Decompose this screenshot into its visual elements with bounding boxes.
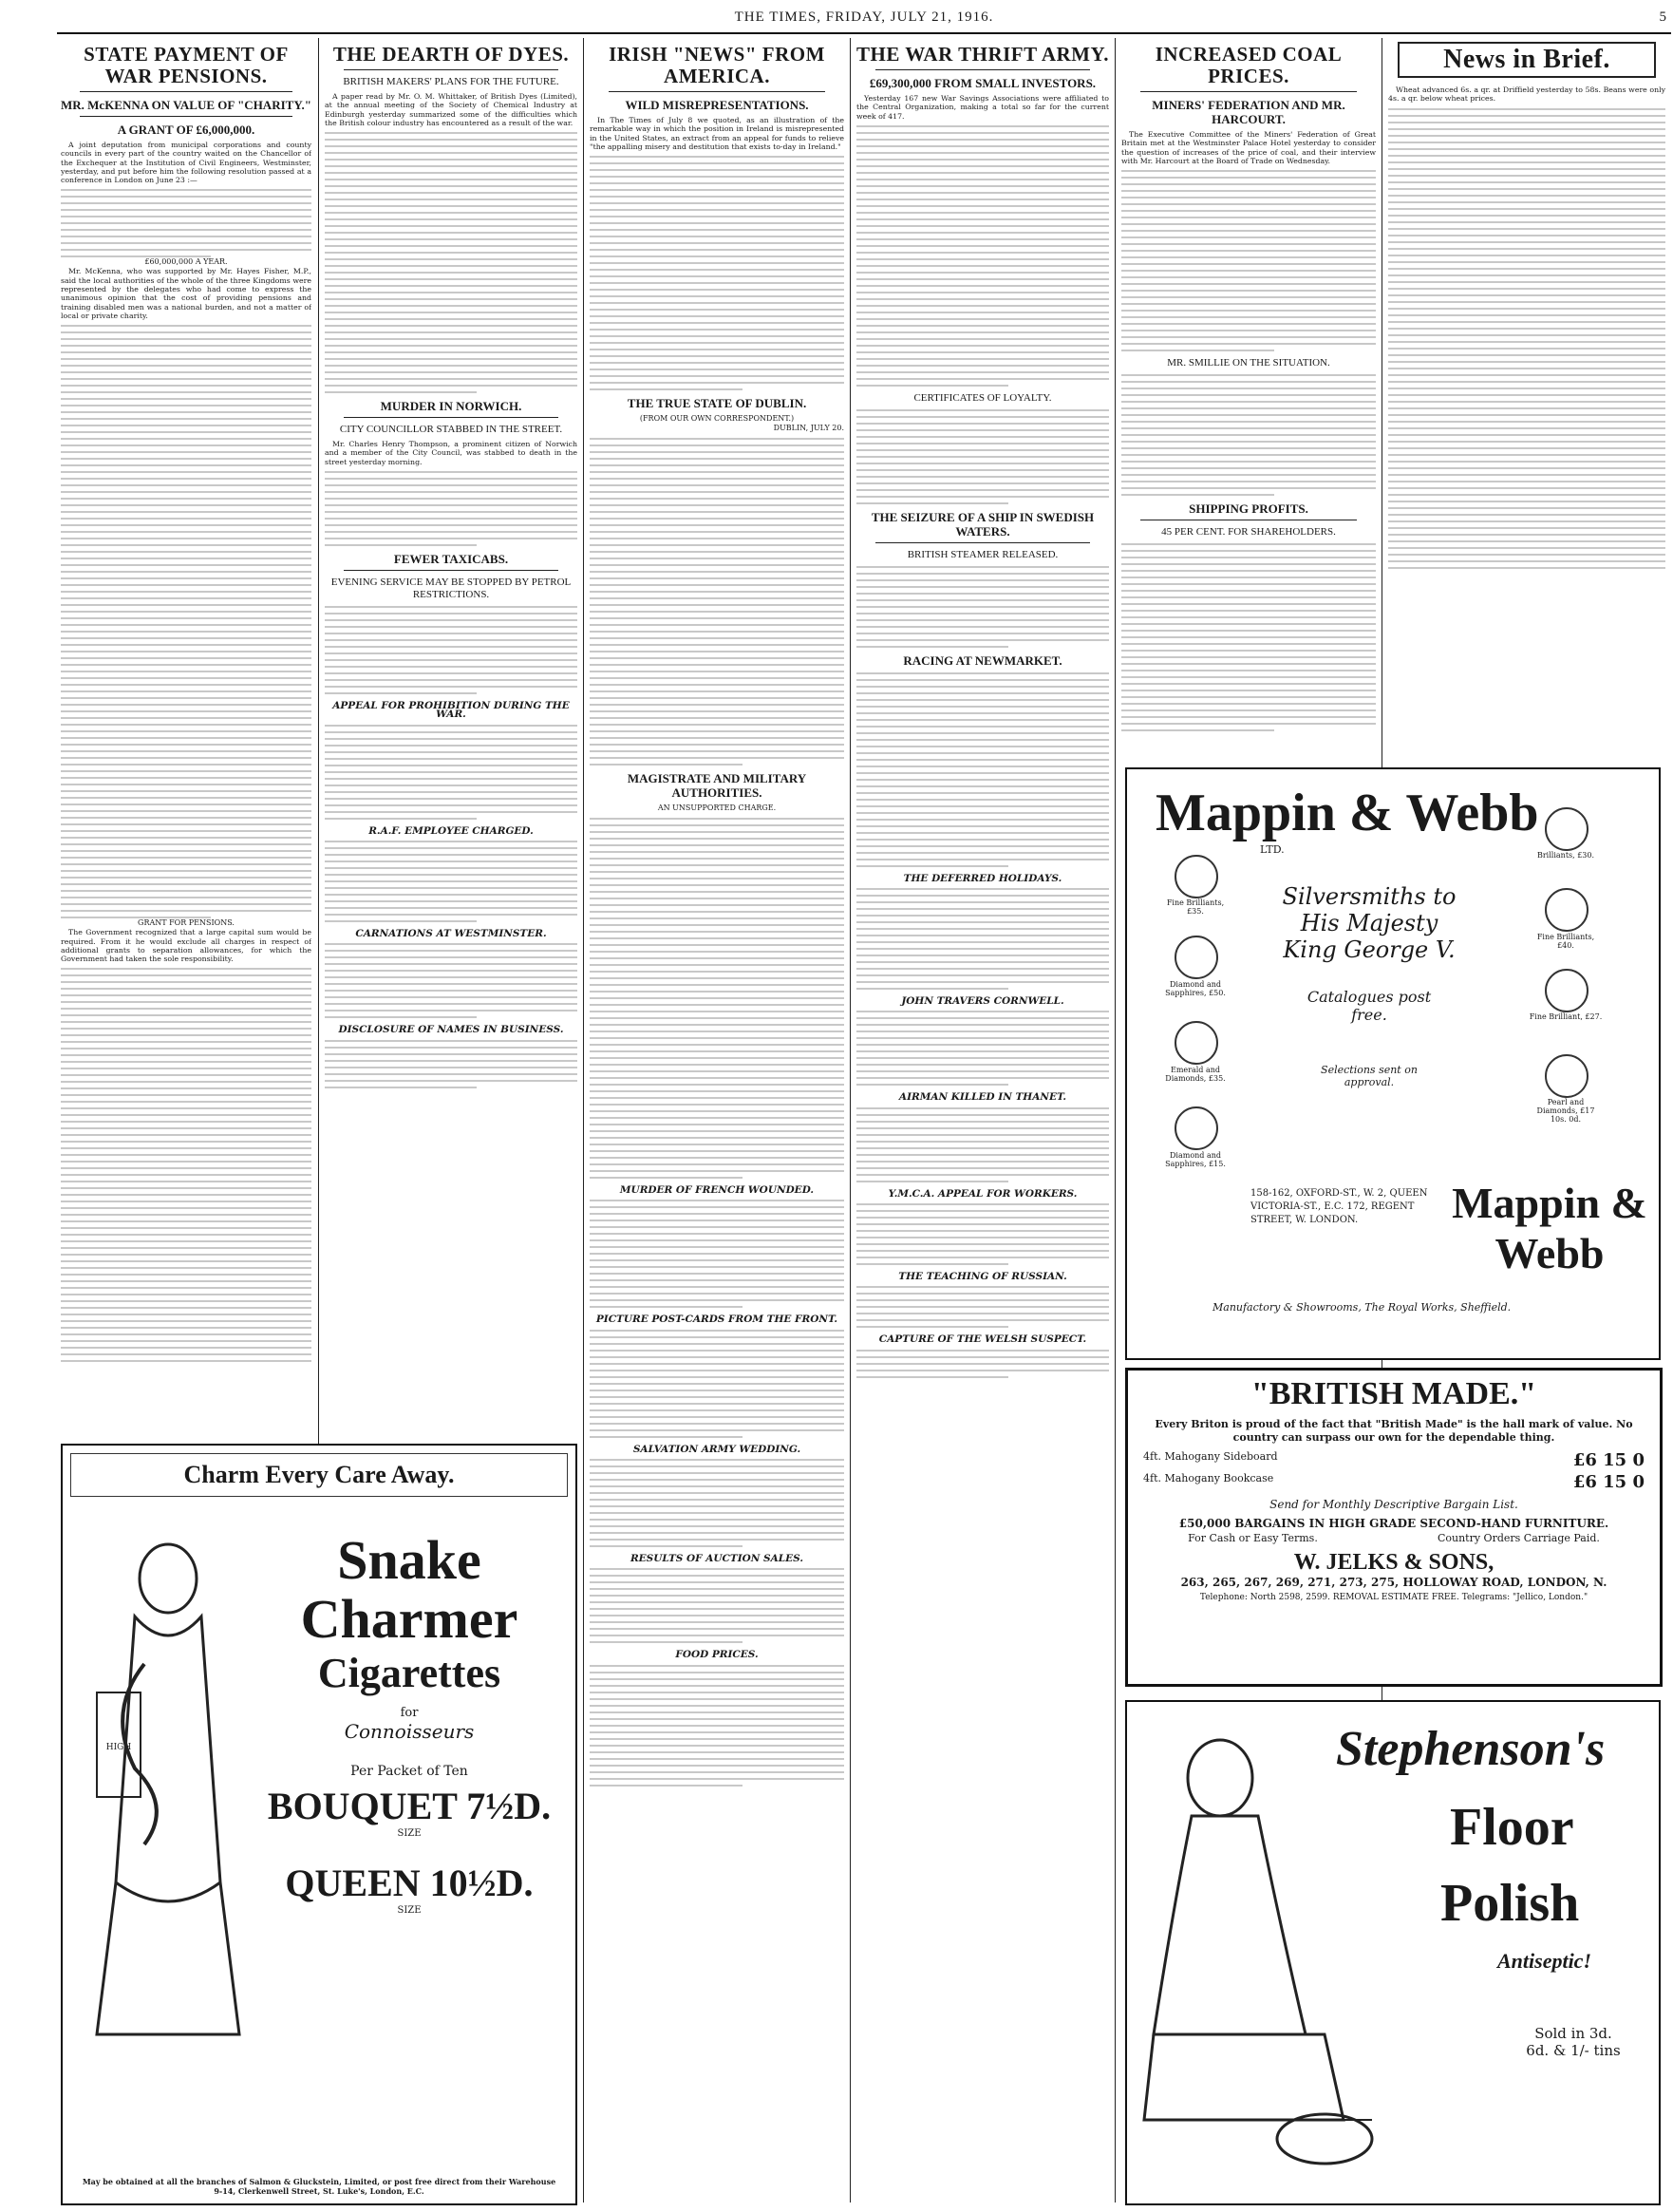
snake-charmer-illustration	[78, 1522, 258, 2053]
column-2	[325, 38, 577, 1604]
article-headline: PICTURE POST-CARDS FROM THE FRONT.	[595, 1314, 838, 1326]
masthead-title: THE TIMES, FRIDAY, JULY 21, 1916.	[734, 9, 994, 25]
jewel-price: Emerald and Diamonds, £35.	[1165, 1066, 1226, 1083]
stephenson-floor-polish-advertisement	[1125, 1700, 1661, 2205]
article-headline: APPEAL FOR PROHIBITION DURING THE WAR.	[332, 700, 570, 721]
article-paragraph: The Executive Committee of the Miners' Federation of Great Britain met at the Westminster Palace Hotel yesterday to consider the question of increases of the price of coal, and their interview with Mr. Harcourt at the Board of Trade on Wednesday.	[1121, 130, 1376, 165]
ad-for: for	[400, 1706, 419, 1720]
jewel-price: Pearl and Diamonds, £17 10s. 0d.	[1536, 1098, 1595, 1124]
article-headline: THE SEIZURE OF A SHIP IN SWEDISH WATERS.	[871, 509, 1095, 539]
masthead	[57, 6, 1671, 34]
article-headline: CARNATIONS AT WESTMINSTER.	[355, 927, 547, 939]
article-headline: CAPTURE OF THE WELSH SUSPECT.	[878, 1333, 1087, 1346]
jewel-price: Fine Brilliant, £27.	[1529, 1012, 1603, 1021]
size-label: SIZE	[397, 1905, 422, 1916]
column-4	[856, 38, 1109, 2203]
ad-body: Every Briton is proud of the fact that "British Made" is the hall mark of value. No country can surpass our own for the dependable thing.	[1155, 1418, 1633, 1444]
dateline: DUBLIN, JULY 20.	[773, 424, 844, 433]
antiseptic-label: Antiseptic!	[1497, 1949, 1592, 1973]
brand-mappin-webb-footer: Mappin & Webb	[1452, 1179, 1647, 1277]
ring-illustration	[1545, 888, 1588, 932]
price-queen: QUEEN 10½D.	[285, 1862, 534, 1904]
article-headline: DISCLOSURE OF NAMES IN BUSINESS.	[338, 1024, 564, 1036]
bargains-line: £50,000 BARGAINS IN HIGH GRADE SECOND-HAND FURNITURE.	[1178, 1517, 1609, 1530]
item-price: £6 15 0	[1572, 1472, 1645, 1492]
brand-cigarettes: Cigarettes	[317, 1650, 501, 1696]
svg-text:HIGH: HIGH	[105, 1743, 132, 1752]
article-headline: THE DEARTH OF DYES.	[332, 43, 570, 66]
article-subheadline: CITY COUNCILLOR STABBED IN THE STREET.	[339, 424, 563, 436]
item-name: 4ft. Mahogany Sideboard	[1143, 1450, 1278, 1463]
article-headline: Y.M.C.A. APPEAL FOR WORKERS.	[888, 1187, 1078, 1200]
article-paragraph: A paper read by Mr. O. M. Whittaker, of British Dyes (Limited), at the annual meeting of the Society of Chemical Industry at Edinburgh yesterday summarized some of the difficulties which the British colour industry has encountered as a result of the war.	[325, 92, 577, 127]
ad-title: "BRITISH MADE."	[1250, 1376, 1537, 1411]
page-number: 5	[1659, 9, 1667, 25]
article-paragraph: The Government recognized that a large capital sum would be required. From it he would exclude all charges in respect of additional grants to separation allowances, for which the Government had taken the sole responsibility.	[61, 928, 311, 964]
column-6	[1388, 38, 1665, 749]
article-subheadline: WILD MISREPRESENTATIONS.	[625, 98, 809, 112]
article-headline: THE DEFERRED HOLIDAYS.	[903, 872, 1062, 884]
article-headline: RACING AT NEWMARKET.	[903, 652, 1062, 668]
article-paragraph: Wheat advanced 6s. a qr. at Driffield yesterday to 58s. Beans were only 4s. a qr. below wheat prices.	[1388, 85, 1665, 104]
carriage-note: Country Orders Carriage Paid.	[1437, 1532, 1600, 1544]
ad-footer: May be obtained at all the branches of Salmon & Gluckstein, Limited, or post free direct from their Warehouse 9-14, Clerkenwell Street, St. Luke's, London, E.C.	[82, 2177, 556, 2196]
column-rule	[583, 38, 584, 2203]
article-paragraph: In The Times of July 8 we quoted, as an illustration of the remarkable way in which the position in Ireland is misrepresented in the United States, an extract from an appeal for funds to relieve "the appalling misery and destitution that exists to-day in Ireland."	[590, 116, 844, 151]
article-subheadline: 45 PER CENT. FOR SHAREHOLDERS.	[1161, 526, 1336, 539]
section-label: GRANT FOR PENSIONS.	[138, 918, 235, 928]
article-subheadline: MINERS' FEDERATION AND MR. HARCOURT.	[1152, 98, 1345, 126]
size-label: SIZE	[397, 1828, 422, 1839]
brand-polish: Polish	[1440, 1874, 1580, 1933]
article-paragraph: Mr. McKenna, who was supported by Mr. Hayes Fisher, M.P., said the local authorities of the whole of the three Kingdoms were represented by the delegates who had come to express the unanimous opinion that the cost of providing pensions and training disabled men was a national burden, and not a matter of local or private charity.	[61, 267, 311, 320]
news-in-brief-headline: News in Brief.	[1398, 42, 1656, 78]
ad-address: 263, 265, 267, 269, 271, 273, 275, HOLLOWAY ROAD, LONDON, N.	[1180, 1576, 1607, 1589]
article-paragraph: A joint deputation from municipal corporations and county councils in every part of the country waited on the Chancellor of the Exchequer at the Institution of Civil Engineers, Westminster, yesterday, and put before him the following resolution passed at a conference in London on June 23 :—	[61, 141, 311, 185]
article-headline: INCREASED COAL PRICES.	[1155, 43, 1343, 87]
ring-illustration	[1545, 1054, 1588, 1098]
ad-footer: Manufactory & Showrooms, The Royal Works, Sheffield.	[1212, 1301, 1512, 1314]
selection-note: Selections sent on approval.	[1321, 1064, 1418, 1088]
item-name: 4ft. Mahogany Bookcase	[1143, 1472, 1274, 1484]
article-subheadline: CERTIFICATES OF LOYALTY.	[913, 391, 1052, 404]
ad-per-packet: Per Packet of Ten	[350, 1764, 468, 1779]
ring-illustration	[1175, 1021, 1218, 1065]
article-headline: THE TEACHING OF RUSSIAN.	[898, 1271, 1067, 1283]
ad-telephone: Telephone: North 2598, 2599. REMOVAL ESTIMATE FREE. Telegrams: "Jellico, London."	[1199, 1593, 1588, 1602]
ltd-label: LTD.	[1260, 843, 1285, 856]
column-5	[1121, 38, 1376, 749]
article-headline: MURDER IN NORWICH.	[380, 399, 522, 414]
article-subheadline: MR. SMILLIE ON THE SITUATION.	[1167, 357, 1330, 369]
article-subheadline: MR. McKENNA ON VALUE OF "CHARITY."	[61, 98, 311, 112]
brand-jelks: W. JELKS & SONS,	[1293, 1550, 1494, 1575]
brand-floor: Floor	[1450, 1798, 1574, 1857]
jelks-advertisement	[1125, 1368, 1663, 1687]
byline: (FROM OUR OWN CORRESPONDENT.)	[639, 414, 795, 424]
article-subheadline: A GRANT OF £6,000,000.	[117, 123, 255, 137]
ad-connoisseurs: Connoisseurs	[344, 1720, 475, 1743]
jewel-price: Fine Brilliants, £35.	[1166, 898, 1225, 916]
brand-stephensons: Stephenson's	[1336, 1722, 1606, 1776]
article-headline: MURDER OF FRENCH WOUNDED.	[619, 1184, 815, 1197]
jewel-price: Brilliants, £30.	[1536, 851, 1595, 860]
article-paragraph: Yesterday 167 new War Savings Associations were affiliated to the Central Organization, making a total so far for the current week of 417.	[856, 94, 1109, 121]
terms-note: For Cash or Easy Terms.	[1188, 1532, 1318, 1544]
article-subheadline: EVENING SERVICE MAY BE STOPPED BY PETROL RESTRICTIONS.	[330, 577, 572, 601]
brand-snake: Snake	[337, 1529, 481, 1591]
ring-illustration	[1175, 1106, 1218, 1150]
price-bouquet: BOUQUET 7½D.	[267, 1785, 552, 1827]
brand-mappin-webb: Mappin & Webb	[1156, 784, 1539, 842]
section-label: £60,000,000 A YEAR.	[144, 257, 228, 267]
article-subheadline: BRITISH STEAMER RELEASED.	[907, 548, 1059, 560]
ad-address: 158-162, OXFORD-ST., W. 2, QUEEN VICTORIA-ST., E.C. 172, REGENT STREET, W. LONDON.	[1250, 1188, 1428, 1225]
bargain-list-note: Send for Monthly Descriptive Bargain List.	[1269, 1498, 1518, 1511]
catalogue-note: Catalogues post free.	[1306, 988, 1432, 1024]
article-headline: RESULTS OF AUCTION SALES.	[630, 1553, 804, 1565]
article-subheadline: AN UNSUPPORTED CHARGE.	[657, 804, 777, 813]
brand-charmer: Charmer	[300, 1588, 518, 1650]
article-headline: SHIPPING PROFITS.	[1189, 501, 1308, 517]
ad-tagline: Charm Every Care Away.	[183, 1461, 455, 1488]
article-subheadline: £69,300,000 FROM SMALL INVESTORS.	[869, 76, 1097, 90]
article-headline: STATE PAYMENT OF WAR PENSIONS.	[84, 43, 289, 87]
ad-tagline: Silversmiths to His Majesty King George V.	[1282, 883, 1457, 963]
ring-illustration	[1175, 855, 1218, 898]
jewel-price: Diamond and Sapphires, £15.	[1165, 1151, 1226, 1168]
column-3	[590, 38, 844, 2203]
article-subheadline: BRITISH MAKERS' PLANS FOR THE FUTURE.	[343, 76, 559, 87]
ring-illustration	[1175, 936, 1218, 979]
ring-illustration	[1545, 969, 1588, 1012]
article-headline: IRISH "NEWS" FROM AMERICA.	[609, 43, 825, 87]
sold-in-note: Sold in 3d. 6d. & 1/- tins	[1526, 2025, 1621, 2059]
article-headline: FEWER TAXICABS.	[393, 552, 509, 567]
column-rule	[850, 38, 851, 2203]
article-paragraph: Mr. Charles Henry Thompson, a prominent citizen of Norwich and a member of the City Council, was stabbed to death in the street yesterday morning.	[325, 440, 577, 466]
article-headline: JOHN TRAVERS CORNWELL.	[901, 995, 1064, 1008]
article-headline: SALVATION ARMY WEDDING.	[632, 1443, 801, 1455]
jewel-price: Fine Brilliants, £40.	[1536, 933, 1595, 950]
jewel-price: Diamond and Sapphires, £50.	[1165, 980, 1226, 997]
item-price: £6 15 0	[1572, 1450, 1645, 1470]
article-headline: FOOD PRICES.	[675, 1649, 759, 1661]
article-headline: AIRMAN KILLED IN THANET.	[898, 1091, 1067, 1104]
housemaid-illustration	[1135, 1721, 1382, 2196]
column-rule	[1115, 38, 1116, 2203]
article-headline: MAGISTRATE AND MILITARY AUTHORITIES.	[627, 771, 807, 801]
article-headline: R.A.F. EMPLOYEE CHARGED.	[368, 824, 534, 837]
article-headline: THE WAR THRIFT ARMY.	[856, 43, 1109, 66]
ring-illustration	[1545, 807, 1588, 851]
article-headline: THE TRUE STATE OF DUBLIN.	[627, 396, 807, 411]
snake-charmer-advertisement	[61, 1444, 577, 2205]
column-1	[61, 38, 311, 1433]
mappin-webb-advertisement	[1125, 767, 1661, 1360]
